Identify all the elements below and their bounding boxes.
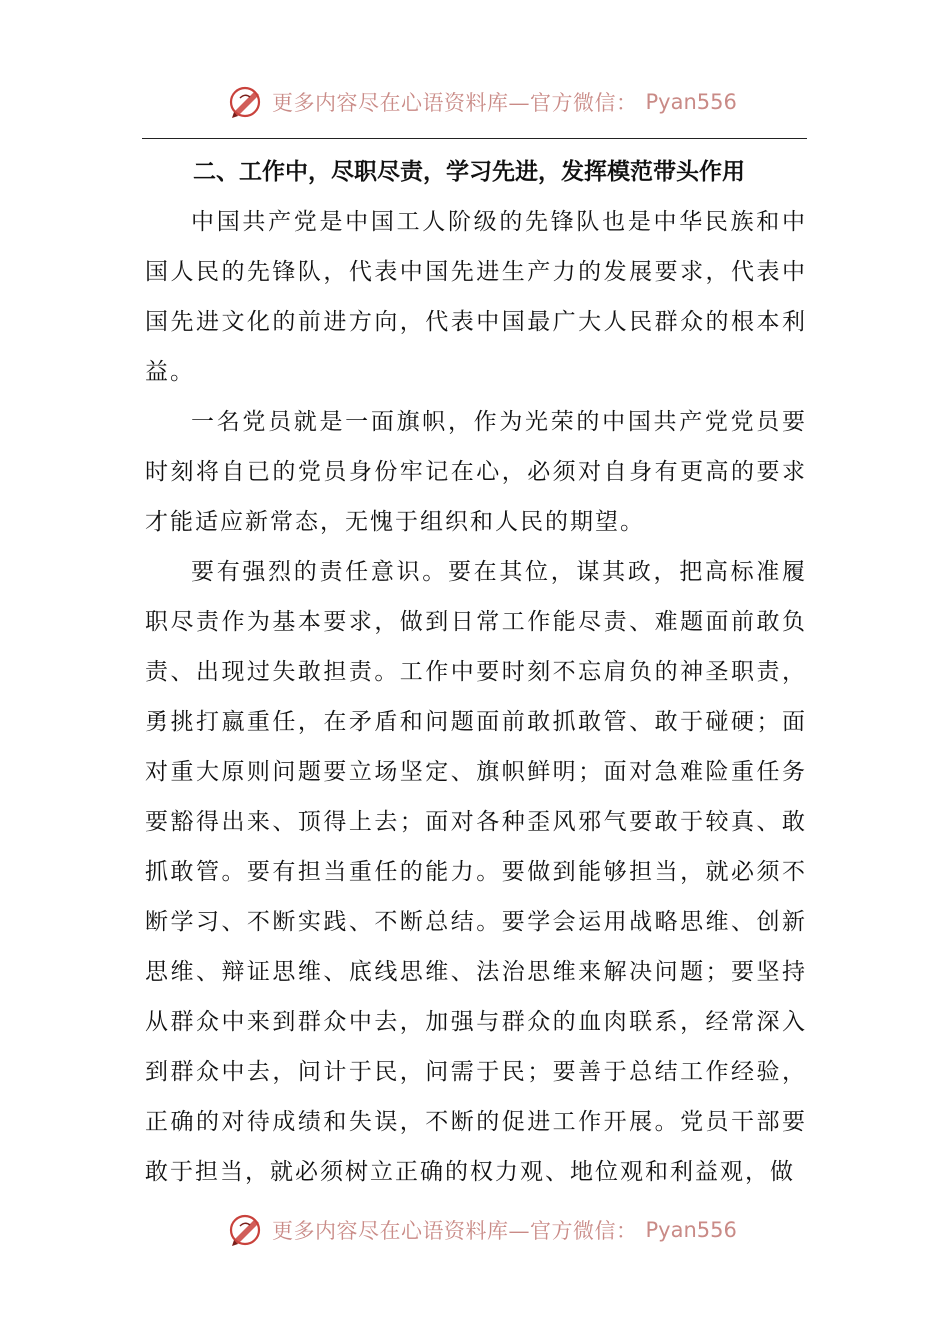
paragraph: 中国共产党是中国工人阶级的先锋队也是中华民族和中国人民的先锋队，代表中国先进生产力的发展要求，代表中国先进文化的前进方向，代表中国最广大人民群众的根本利益。 (145, 209, 807, 385)
paragraph: 要有强烈的责任意识。要在其位，谋其政，把高标准履职尽责作为基本要求，做到日常工作能尽责、难题面前敢负责、出现过失敢担责。工作中要时刻不忘肩负的神圣职责，勇挑打嬴重任，在矛盾和问题面前敢抓敢管、敢于碰硬；面对重大原则问题要立场坚定、旗帜鲜明；面对急难险重任务要豁得出来、顶得上去；面对各种歪风邪气要敢于较真、敢抓敢管。要有担当重任的能力。要做到能够担当，就必须不断学习、不断实践、不断总结。要学会运用战略思维、创新思维、辩证思维、底线思维、法治思维来解决问题；要坚持从群众中来到群众中去，加强与群众的血肉联系，经常深入到群众中去，问计于民，问需于民；要善于总结工作经验，正确的对待成绩和失误，不断的促进工作开展。党员干部要敢于担当，就必须树立正确的权力观、地位观和利益观，做 (145, 559, 807, 1185)
footer-watermark (228, 1210, 737, 1250)
watermark-text: 更多内容尽在心语资料库—官方微信： (272, 1219, 638, 1243)
header-divider (142, 138, 807, 139)
watermark-text: 更多内容尽在心语资料库—官方微信： (272, 91, 638, 115)
pen-logo-icon (228, 1212, 264, 1248)
pen-logo-icon (228, 84, 264, 120)
section-heading: 二、工作中，尽职尽责，学习先进，发挥模范带头作用 (193, 159, 745, 185)
watermark-wechat-id: Pyan556 (645, 90, 737, 114)
header-watermark (228, 82, 737, 122)
document-body (145, 147, 807, 1197)
watermark-wechat-id: Pyan556 (645, 1218, 737, 1242)
paragraph: 一名党员就是一面旗帜，作为光荣的中国共产党党员要时刻将自已的党员身份牢记在心，必须对自身有更高的要求才能适应新常态，无愧于组织和人民的期望。 (145, 409, 807, 535)
